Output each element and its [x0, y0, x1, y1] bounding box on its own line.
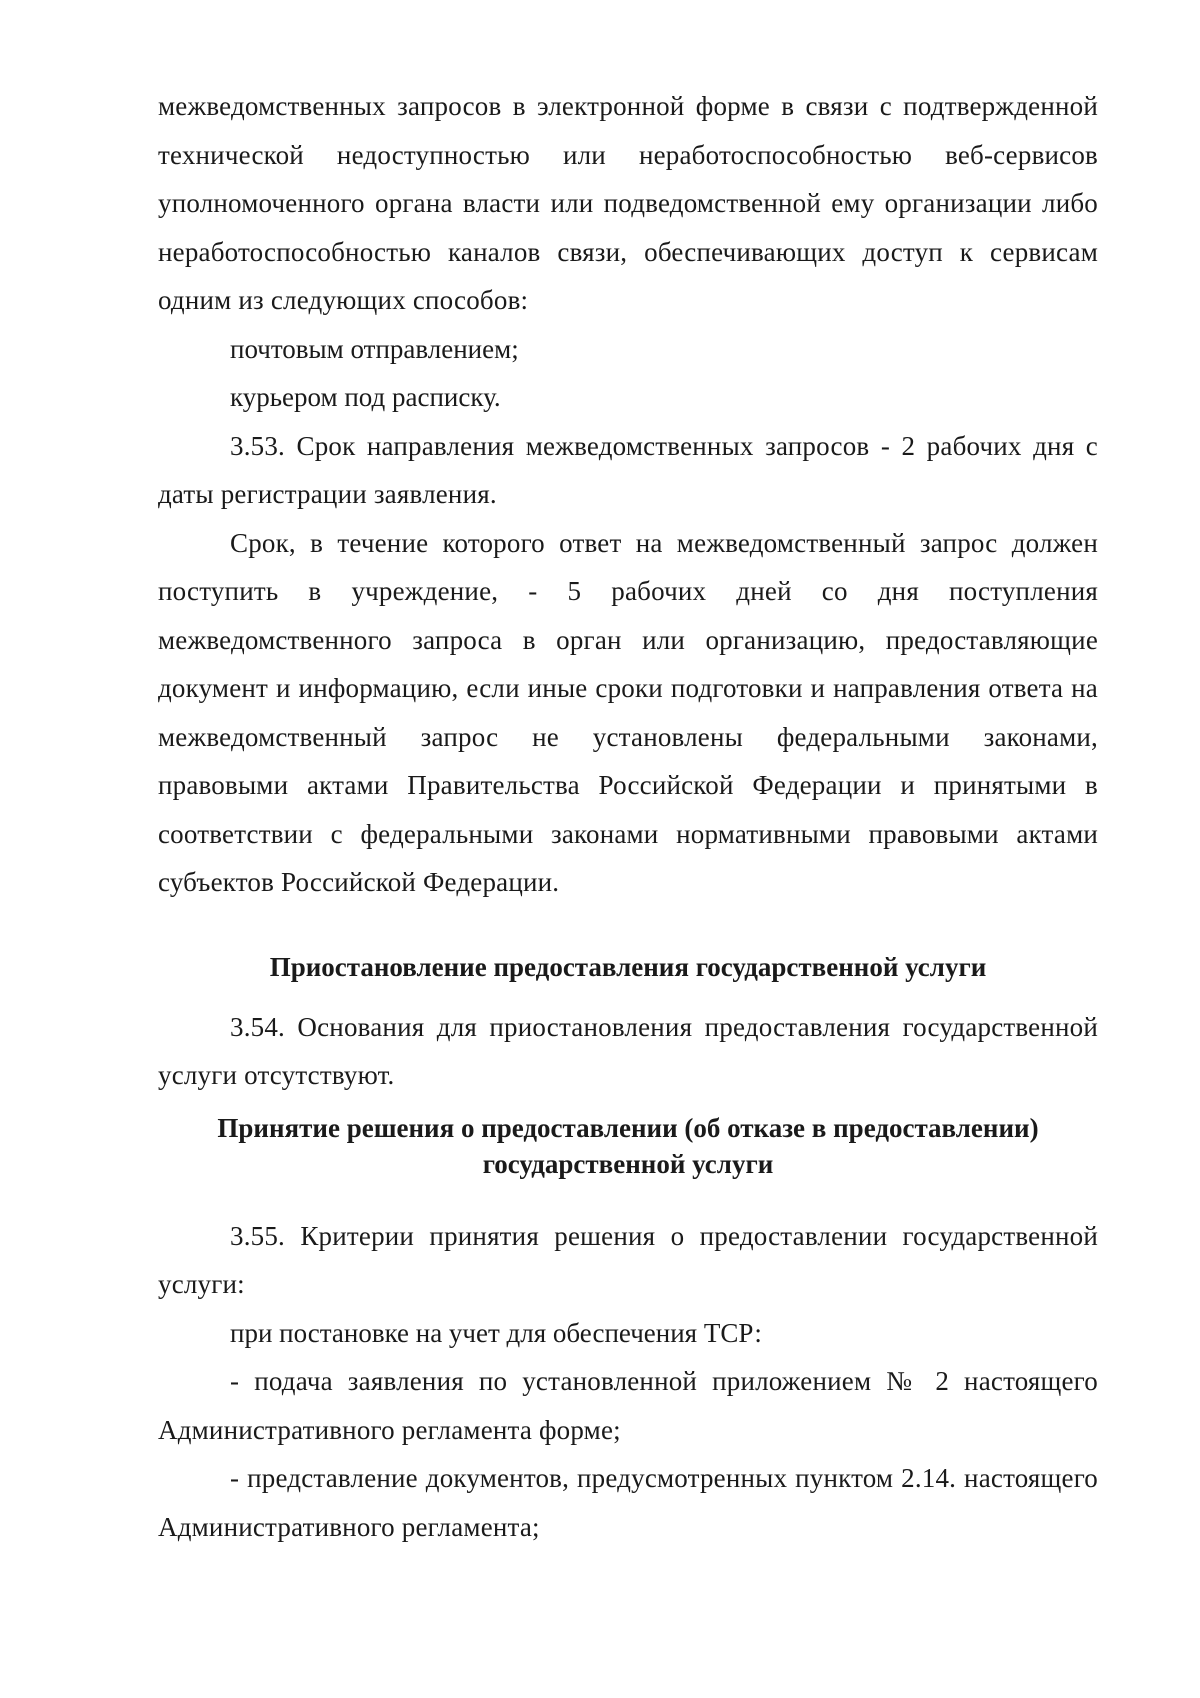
heading-suspension: Приостановление предоставления государственной услуги: [269, 951, 987, 982]
paragraph-intro: межведомственных запросов в электронной форме в связи с подтвержденной технической недоступностью или неработоспособностью веб-сервисов уполномоченного органа власти или подведомственной ему организации либо неработоспособностью каналов связи, обеспечивающих доступ к сервисам одним из следующих способов:: [158, 91, 1098, 315]
heading-decision-line-2: государственной услуги: [482, 1148, 774, 1179]
paragraph-documents: - представление документов, предусмотренных пунктом 2.14. настоящего Административного регламента;: [158, 1463, 1098, 1542]
list-item-post: почтовым отправлением;: [230, 333, 519, 364]
document-body: [158, 82, 1098, 1551]
paragraph-3-55: 3.55. Критерии принятия решения о предоставлении государственной услуги:: [158, 1220, 1098, 1299]
heading-decision-line-1: Принятие решения о предоставлении (об отказе в предоставлении): [217, 1112, 1039, 1143]
paragraph-response-term: Срок, в течение которого ответ на межведомственный запрос должен поступить в учреждение, - 5 рабочих дней со дня поступления межведомственного запроса в орган или организацию, предоставляющие документ и информацию, если иные сроки подготовки и направления ответа на межведомственный запрос не установлены федеральными законами, правовыми актами Правительства Российской Федерации и принятыми в соответствии с федеральными законами нормативными правовыми актами субъектов Российской Федерации.: [158, 527, 1098, 897]
paragraph-application-form: - подача заявления по установленной приложением № 2 настоящего Административного регламента форме;: [158, 1366, 1098, 1445]
list-item-courier: курьером под расписку.: [230, 382, 501, 412]
paragraph-3-53: 3.53. Срок направления межведомственных запросов - 2 рабочих дня с даты регистрации заявления.: [158, 430, 1098, 509]
paragraph-3-54: 3.54. Основания для приостановления предоставления государственной услуги отсутствуют.: [158, 1011, 1098, 1090]
paragraph-tsr: при постановке на учет для обеспечения ТСР:: [230, 1317, 762, 1348]
